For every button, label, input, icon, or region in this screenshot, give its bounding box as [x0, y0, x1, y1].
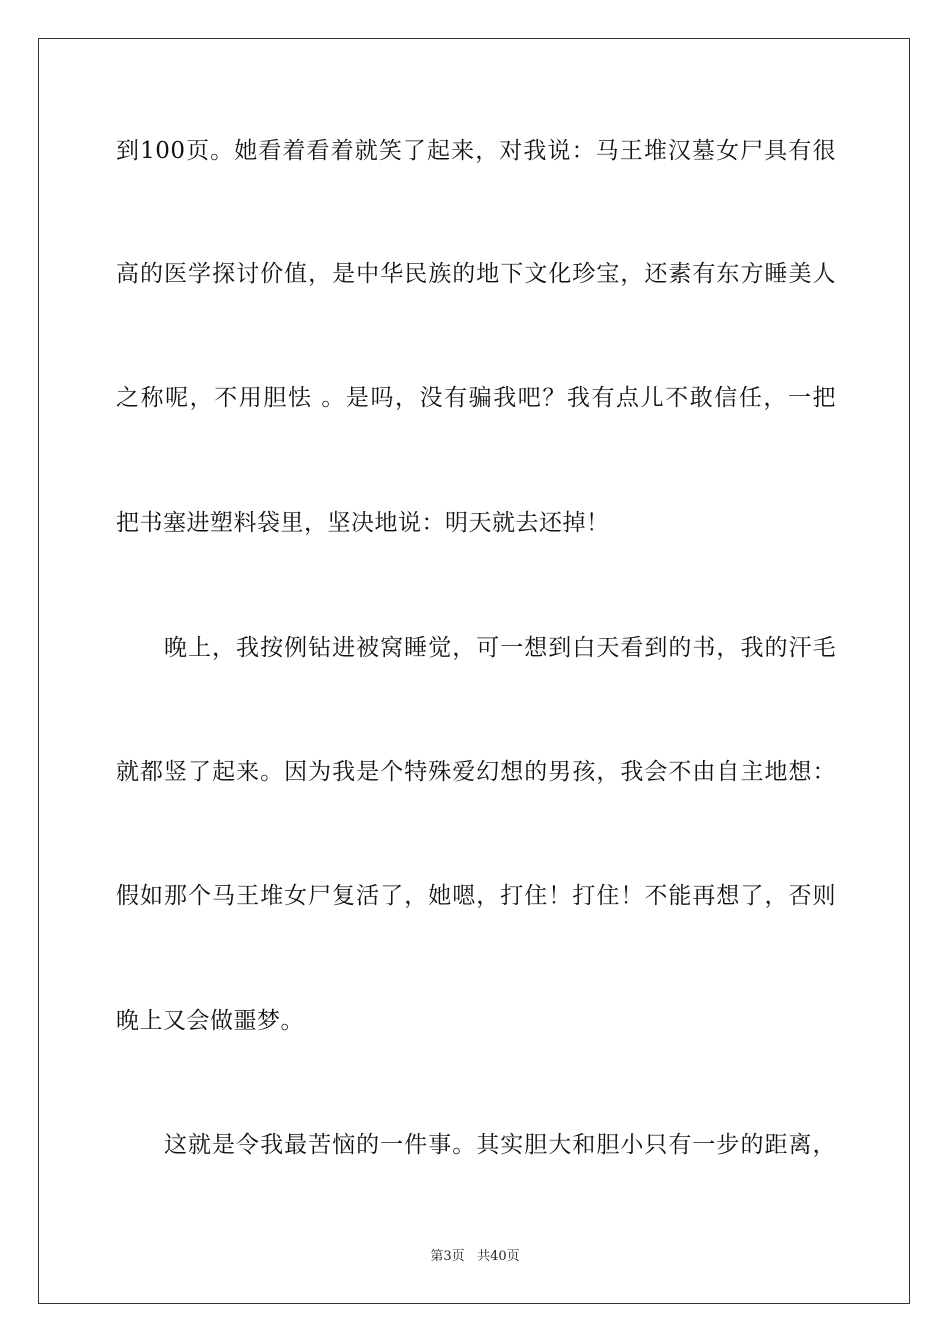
page-total: 共40页 [477, 1249, 520, 1264]
text-line-3: 之称呢，不用胆怯 。是吗，没有骗我吧？我有点儿不敢信任，一把 [116, 385, 836, 411]
page-footer [0, 1248, 950, 1266]
text-line-7: 假如那个马王堆女尸复活了，她嗯，打住！打住！不能再想了，否则 [116, 883, 836, 909]
text-line-1: 到100页。她看着看着就笑了起来，对我说：马王堆汉墓女尸具有很 [116, 138, 836, 164]
text-line-2: 高的医学探讨价值，是中华民族的地下文化珍宝，还素有东方睡美人 [116, 261, 836, 287]
text-line-4: 把书塞进塑料袋里，坚决地说：明天就去还掉！ [116, 510, 610, 536]
page-number: 第3页 [430, 1249, 465, 1264]
text-line-9: 这就是令我最苦恼的一件事。其实胆大和胆小只有一步的距离， [164, 1132, 836, 1158]
text-line-8: 晚上又会做噩梦。 [116, 1008, 304, 1034]
page-border [38, 38, 910, 1304]
text-line-6: 就都竖了起来。因为我是个特殊爱幻想的男孩，我会不由自主地想： [116, 759, 836, 785]
text-line-5: 晚上，我按例钻进被窝睡觉，可一想到白天看到的书，我的汗毛 [164, 635, 836, 661]
